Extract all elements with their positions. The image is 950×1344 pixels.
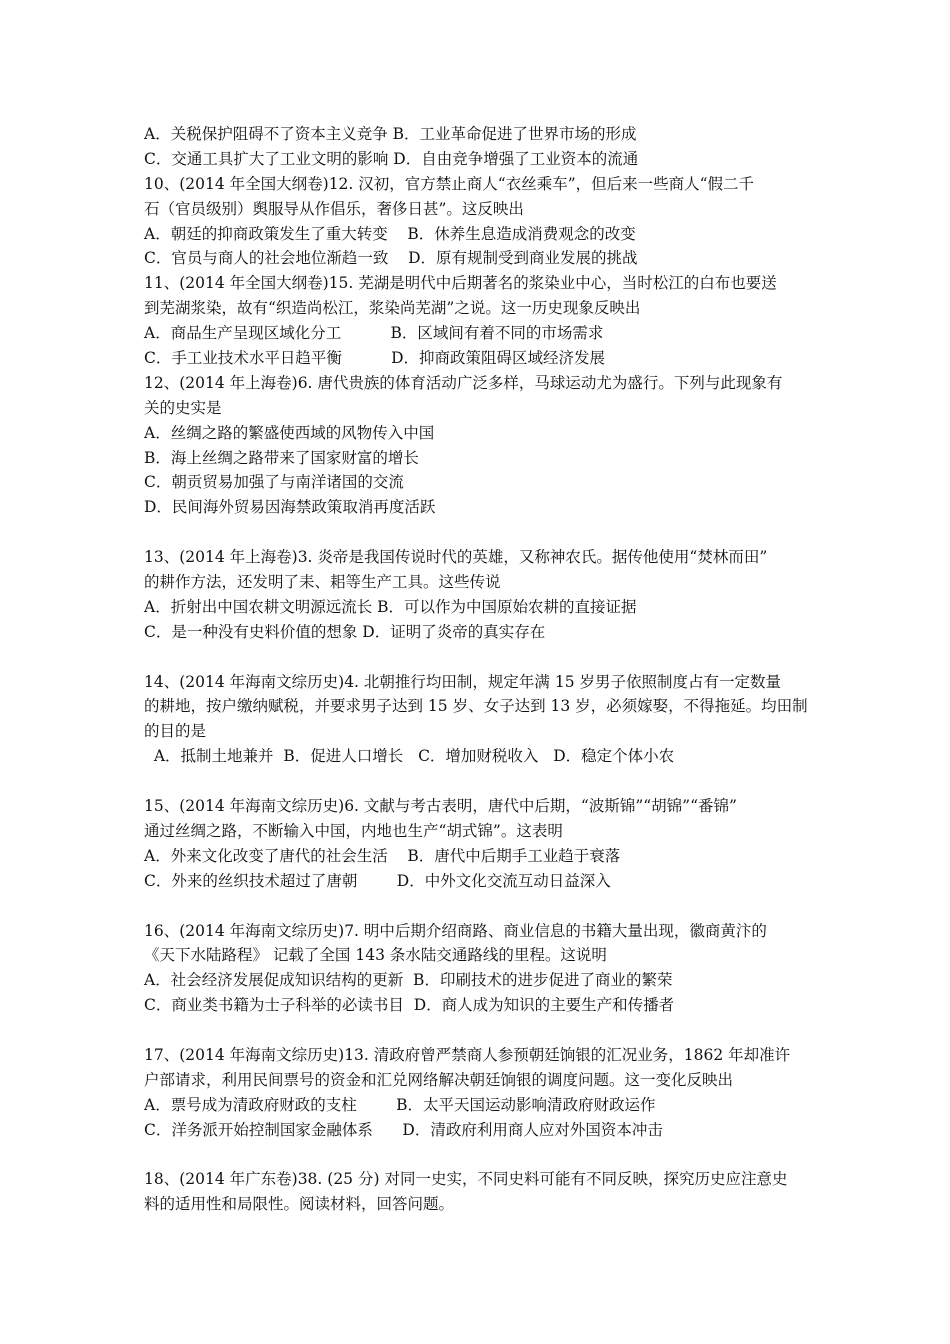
blank-line bbox=[144, 894, 814, 919]
text-line: D．民间海外贸易因海禁政策取消再度活跃 bbox=[144, 498, 436, 517]
text-line: 到芜湖浆染，故有“织造尚松江，浆染尚芜湖”之说。这一历史现象反映出 bbox=[144, 299, 641, 318]
text-line: A．社会经济发展促成知识结构的更新 B．印刷技术的进步促进了商业的繁荣 bbox=[144, 971, 673, 990]
text-line: A．抵制土地兼并 B．促进人口增长 C．增加财税收入 D．稳定个体小农 bbox=[144, 747, 675, 766]
blank-line bbox=[144, 645, 814, 670]
blank-line bbox=[144, 1018, 814, 1043]
text-line: 10、(2014 年全国大纲卷)12. 汉初，官方禁止商人“衣丝乘车”，但后来一些商人“假二千 bbox=[144, 174, 755, 193]
text-line: 12、(2014 年上海卷)6. 唐代贵族的体育活动广泛多样，马球运动尤为盛行。下列与此现象有 bbox=[144, 373, 783, 392]
text-line: C．官员与商人的社会地位渐趋一致 D．原有规制受到商业发展的挑战 bbox=[144, 249, 638, 268]
text-line: 14、(2014 年海南文综历史)4. 北朝推行均田制，规定年满 15 岁男子依照制度占有一定数量 bbox=[144, 672, 781, 691]
text-line: C．是一种没有史料价值的想象 D．证明了炎帝的真实存在 bbox=[144, 622, 546, 641]
text-line: C．洋务派开始控制国家金融体系 D．清政府利用商人应对外国资本冲击 bbox=[144, 1120, 663, 1139]
text-line: A．朝廷的抑商政策发生了重大转变 B．休养生息造成消费观念的改变 bbox=[144, 224, 636, 243]
text-line: C．外来的丝织技术超过了唐朝 D．中外文化交流互动日益深入 bbox=[144, 871, 611, 890]
blank-line bbox=[144, 1143, 814, 1168]
text-line: 料的适用性和局限性。阅读材料，回答问题。 bbox=[144, 1195, 455, 1214]
text-line: 15、(2014 年海南文综历史)6. 文献与考古表明，唐代中后期，“波斯锦”“胡锦”“番锦” bbox=[144, 797, 737, 816]
text-line: 的耕地，按户缴纳赋税，并要求男子达到 15 岁、女子达到 13 岁，必须嫁娶，不得拖延。均田制 bbox=[144, 697, 808, 716]
text-line: C．商业类书籍为士子科举的必读书目 D．商人成为知识的主要生产和传播者 bbox=[144, 996, 675, 1015]
text-line: A．票号成为清政府财政的支柱 B．太平天国运动影响清政府财政运作 bbox=[144, 1095, 656, 1114]
text-line: A．折射出中国农耕文明源远流长 B．可以作为中国原始农耕的直接证据 bbox=[144, 597, 637, 616]
text-line: A．关税保护阻碍不了资本主义竞争 B．工业革命促进了世界市场的形成 bbox=[144, 125, 637, 143]
text-line: 关的史实是 bbox=[144, 398, 222, 417]
text-line: 通过丝绸之路，不断输入中国，内地也生产“胡式锦”。这表明 bbox=[144, 821, 563, 840]
text-line: A．外来文化改变了唐代的社会生活 B．唐代中后期手工业趋于衰落 bbox=[144, 846, 621, 865]
text-line: 户部请求，利用民间票号的资金和汇兑网络解决朝廷饷银的调度问题。这一变化反映出 bbox=[144, 1070, 734, 1089]
text-line: B．海上丝绸之路带来了国家财富的增长 bbox=[144, 448, 419, 467]
text-line: A．商品生产呈现区域化分工 B．区域间有着不同的市场需求 bbox=[144, 324, 604, 343]
text-line: 16、(2014 年海南文综历史)7. 明中后期介绍商路、商业信息的书籍大量出现，徽商黄汴的 bbox=[144, 921, 767, 940]
text-line: C．朝贡贸易加强了与南洋诸国的交流 bbox=[144, 473, 404, 492]
text-line: 的目的是 bbox=[144, 722, 207, 741]
blank-line bbox=[144, 520, 814, 545]
text-line: 11、(2014 年全国大纲卷)15. 芜湖是明代中后期著名的浆染业中心，当时松江的白布也要送 bbox=[144, 274, 777, 293]
text-line: 18、(2014 年广东卷)38. (25 分) 对同一史实，不同史料可能有不同反映，探究历史应注意史 bbox=[144, 1170, 788, 1189]
text-line: 13、(2014 年上海卷)3. 炎帝是我国传说时代的英雄，又称神农氏。据传他使用“焚林而田” bbox=[144, 548, 768, 567]
text-line: 的耕作方法，还发明了耒、耜等生产工具。这些传说 bbox=[144, 573, 501, 592]
text-line: C．手工业技术水平日趋平衡 D．抑商政策阻碍区域经济发展 bbox=[144, 349, 606, 368]
text-line: 17、(2014 年海南文综历史)13. 清政府曾严禁商人参预朝廷饷银的汇况业务，1862 年却准许 bbox=[144, 1045, 791, 1064]
text-line: 《天下水陆路程》 记载了全国 143 条水陆交通路线的里程。这说明 bbox=[144, 946, 607, 965]
text-line: 石（官员级别）舆服导从作倡乐，奢侈日甚”。这反映出 bbox=[144, 199, 524, 218]
blank-line bbox=[144, 769, 814, 794]
document-body bbox=[144, 122, 814, 1217]
text-line: C．交通工具扩大了工业文明的影响 D．自由竞争增强了工业资本的流通 bbox=[144, 149, 639, 168]
text-line: A．丝绸之路的繁盛使西域的风物传入中国 bbox=[144, 423, 435, 442]
